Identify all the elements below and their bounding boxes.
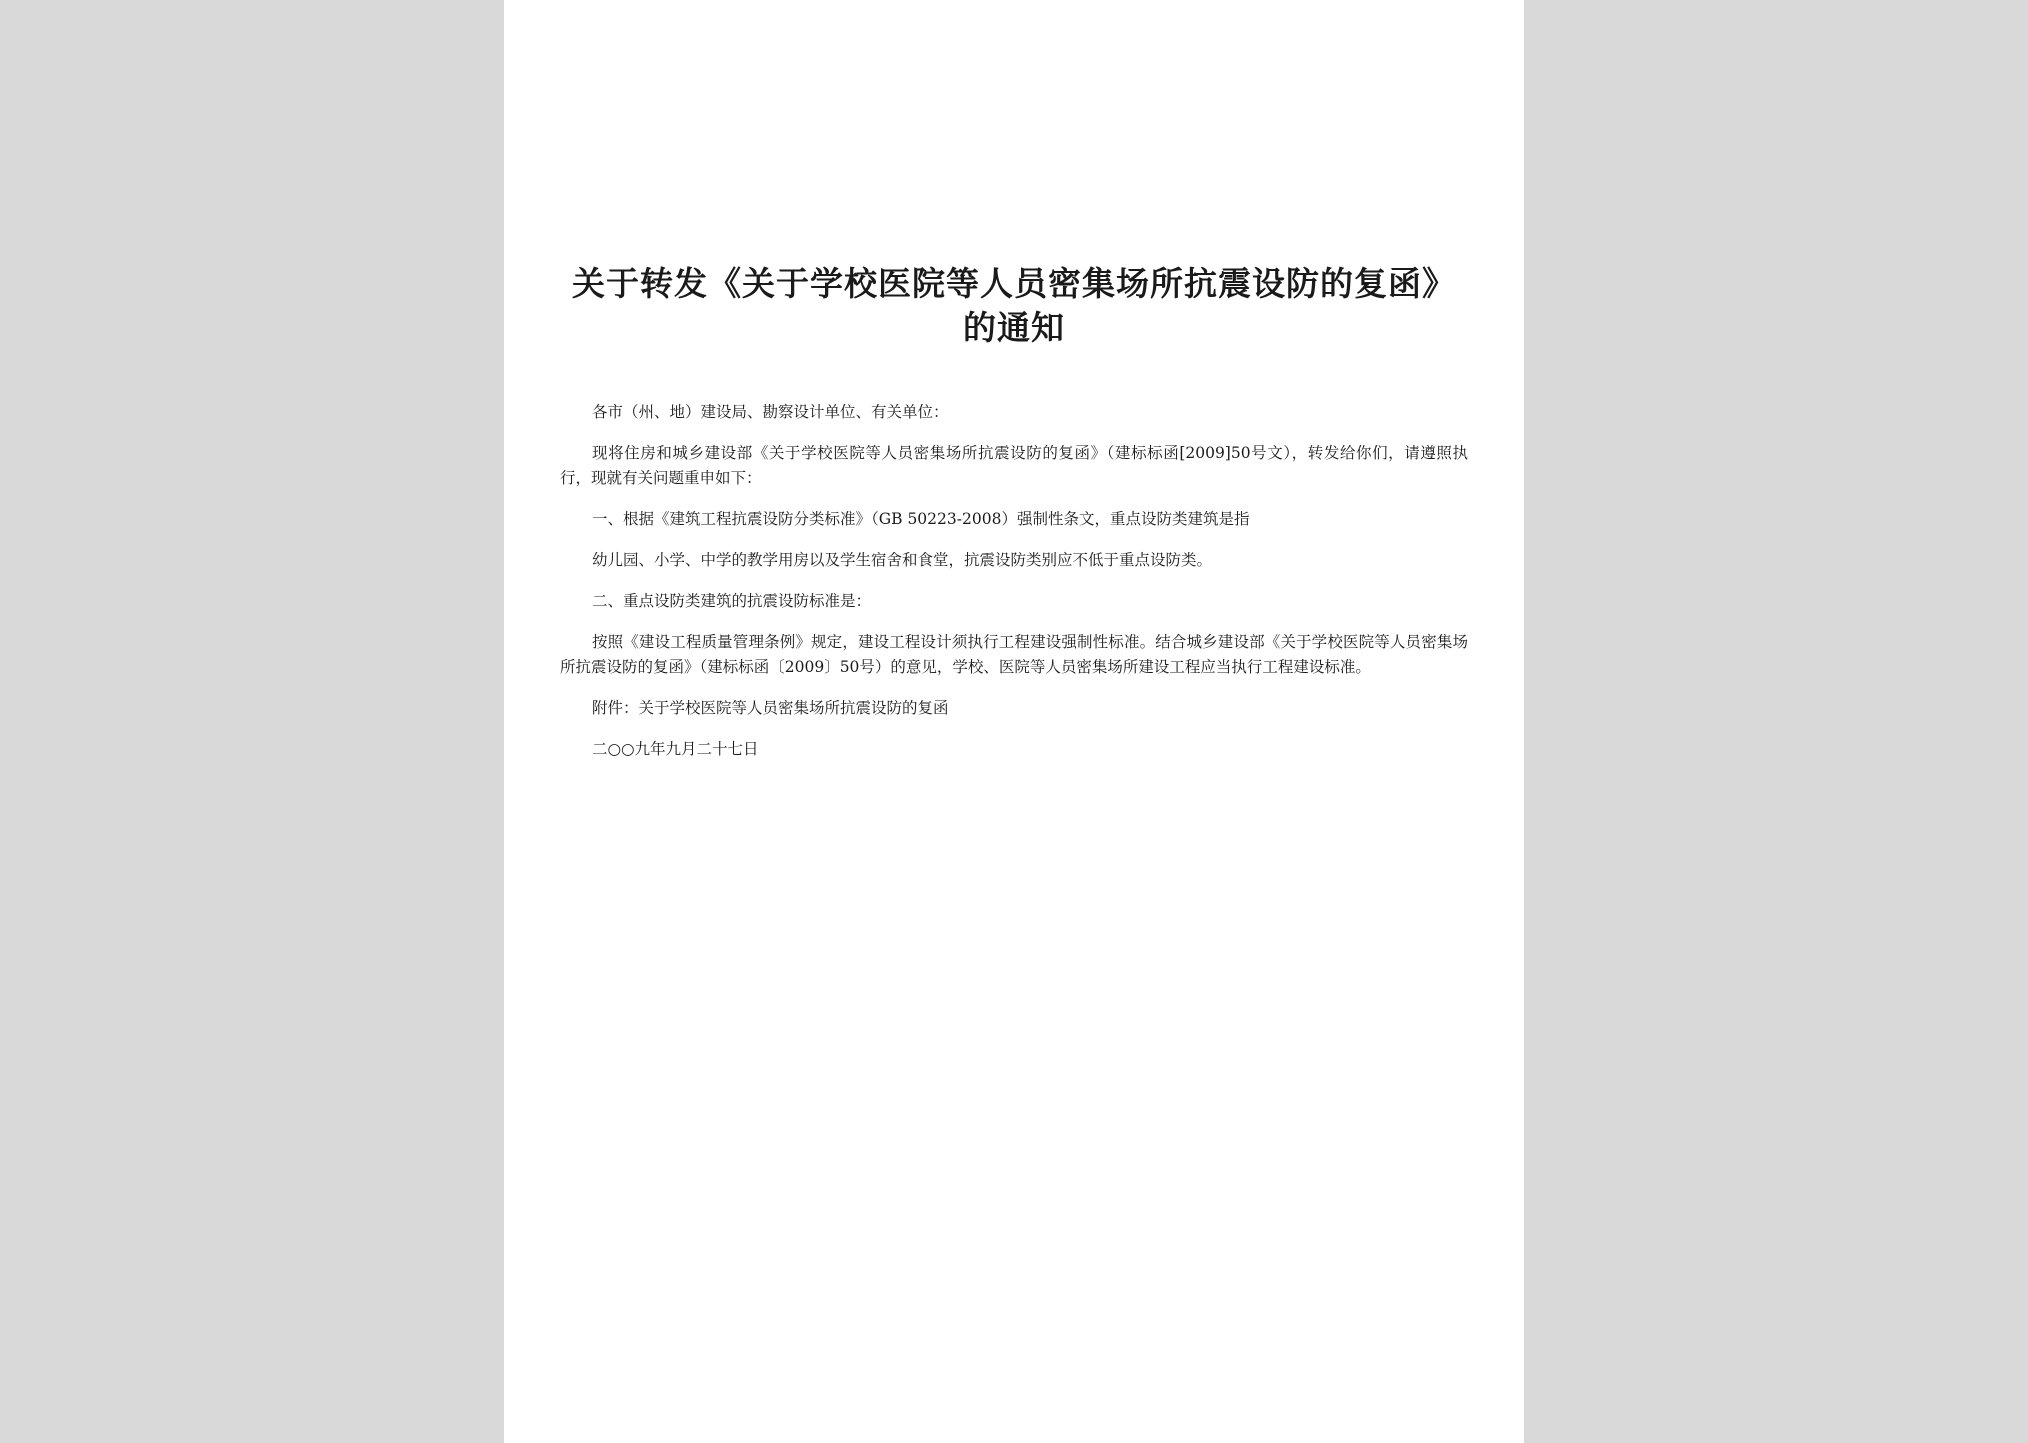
point-two-heading: 二、重点设防类建筑的抗震设防标准是： (592, 592, 872, 610)
document-title: 关于转发《关于学校医院等人员密集场所抗震设防的复函》的通知 (572, 264, 1456, 347)
document-body (560, 400, 1468, 778)
document-date: 二○○九年九月二十七日 (592, 740, 759, 758)
point-one-continuation: 幼儿园、小学、中学的教学用房以及学生宿舍和食堂，抗震设防类别应不低于重点设防类。 (592, 551, 1213, 569)
document-page (504, 0, 1524, 1443)
attachment-line: 附件：关于学校医院等人员密集场所抗震设防的复函 (592, 699, 949, 717)
intro-paragraph: 现将住房和城乡建设部《关于学校医院等人员密集场所抗震设防的复函》（建标标函[2009]50号文），转发给你们，请遵照执行，现就有关问题重申如下： (560, 444, 1468, 487)
salutation: 各市（州、地）建设局、勘察设计单位、有关单位： (592, 403, 949, 421)
point-two-paragraph: 按照《建设工程质量管理条例》规定，建设工程设计须执行工程建设强制性标准。结合城乡建设部《关于学校医院等人员密集场所抗震设防的复函》（建标标函〔2009〕50号）的意见，学校、医院等人员密集场所建设工程应当执行工程建设标准。 (560, 633, 1468, 676)
point-one-paragraph: 一、根据《建筑工程抗震设防分类标准》（GB 50223-2008）强制性条文，重点设防类建筑是指 (592, 510, 1250, 528)
